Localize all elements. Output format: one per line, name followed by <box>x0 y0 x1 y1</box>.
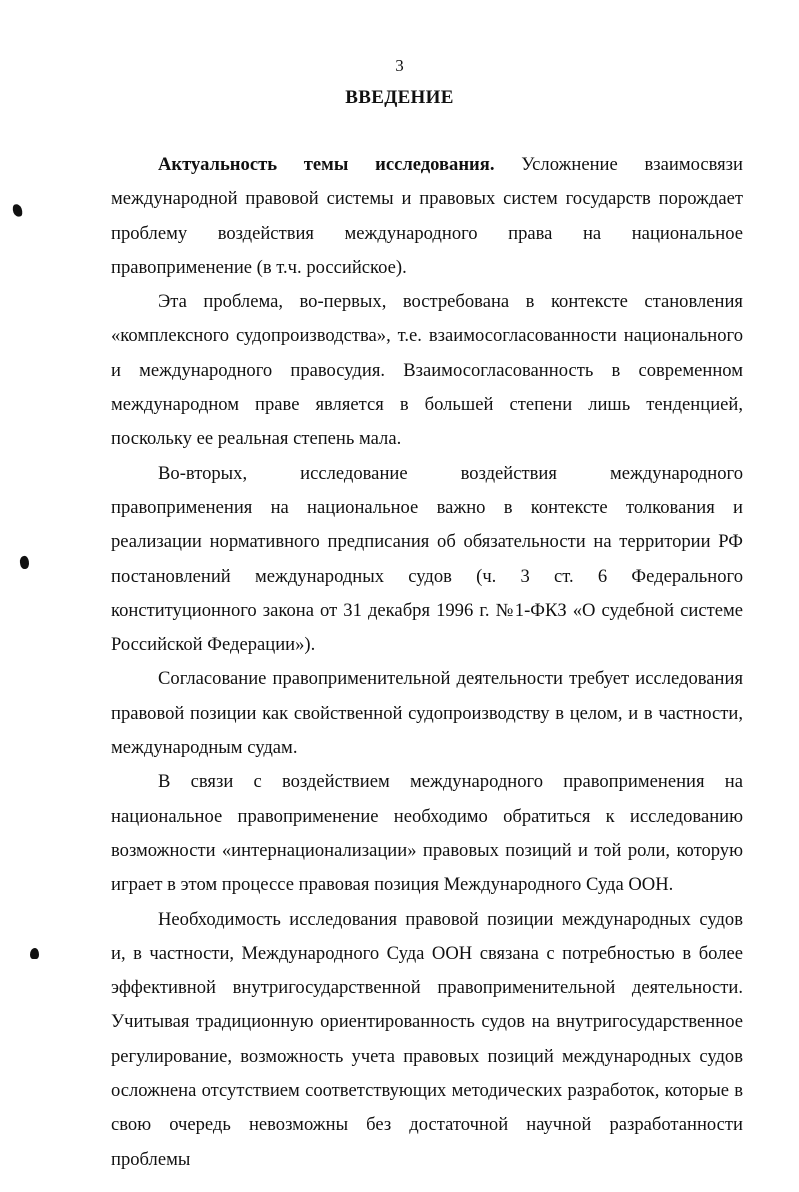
paragraph-second-reason: Во-вторых, исследование воздействия международного правоприменения на национальное важно в контексте толкования и реализации нормативного предписания об обязательности на территории РФ постановлений международных судов (ч. 3 ст. 6 Федерального конституционного закона от 31 декабря 1996 г. №1-ФКЗ «О судебной системе Российской Федерации»). <box>111 462 743 656</box>
paragraph-coordination: Согласование правоприменительной деятельности требует исследования правовой позиции как свойственной судопроизводству в целом, и в частности, международным судам. <box>111 668 743 759</box>
page-number: 3 <box>395 56 404 75</box>
paragraph-first-reason: Эта проблема, во-первых, востребована в контексте становления «комплексного судопроизводства», т.е. взаимосогласованности национального и международного правосудия. Взаимосогласованность в современном международном праве является в большей степени лишь тенденцией, поскольку ее реальная степень мала. <box>111 291 743 450</box>
section-heading: ВВЕДЕНИЕ <box>345 87 454 108</box>
scan-artifact-mark <box>30 948 39 959</box>
paragraph-necessity: Необходимость исследования правовой позиции международных судов и, в частности, Международного Суда ООН связана с потребностью в более эффективной внутригосударственной правоприменительной деятельности. Учитывая традиционную ориентированность судов на внутригосударственное регулирование, возможность учета правовых позиций международных судов осложнена отсутствием соответствующих методических разработок, которые в свою очередь невозможны без достаточной научной разработанности проблемы <box>111 908 743 1170</box>
paragraph-internationalization: В связи с воздействием международного правоприменения на национальное правоприменение необходимо обратиться к исследованию возможности «интернационализации» правовых позиций и той роли, которую играет в этом процессе правовая позиция Международного Суда ООН. <box>111 771 743 896</box>
paragraph-text: Усложнение взаимосвязи международной правовой системы и правовых систем государств порождает проблему воздействия международного права на национальное правоприменение (в т.ч. российское). <box>111 154 743 278</box>
document-body <box>111 148 743 1177</box>
scan-artifact-mark <box>11 203 24 218</box>
paragraph-relevance <box>111 148 743 285</box>
paragraph-lead: Актуальность темы исследования. <box>158 154 495 175</box>
scan-artifact-mark <box>19 555 30 569</box>
